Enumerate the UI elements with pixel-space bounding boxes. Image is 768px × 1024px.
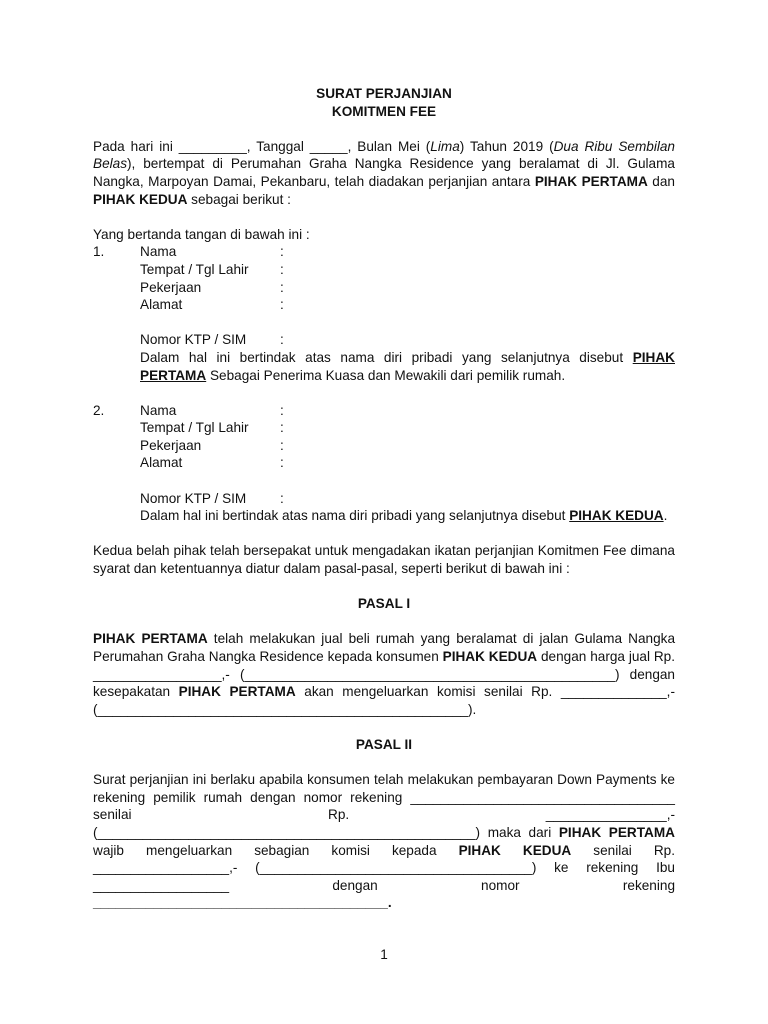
party-2 xyxy=(93,402,675,525)
party-1-field-address: Alamat : xyxy=(140,297,284,313)
agreement-paragraph: Kedua belah pihak telah bersepakat untuk mengadakan ikatan perjanjian Komitmen Fee dimana syarat dan ketentuannya diatur dalam pasal-pasal, seperti berikut di bawah ini : xyxy=(93,543,675,577)
pasal-1-heading: PASAL I xyxy=(357,596,411,612)
party-1-field-name: 1. Nama : xyxy=(93,244,284,260)
party-2-field-address: Alamat : xyxy=(140,455,284,471)
pasal-1-paragraph: PIHAK PERTAMA telah melakukan jual beli rumah yang beralamat di jalan Gulama Nangka Perumahan Graha Nangka Residence kepada konsumen PIHAK KEDUA dengan harga jual Rp. _________________,- (_________________________________________________) dengan kesepakatan PIHAK PERTAMA akan mengeluarkan komisi senilai Rp. ______________,- (_________________________________________________). xyxy=(93,631,676,717)
party-1-field-birth: Tempat / Tgl Lahir : xyxy=(140,261,284,277)
party-2-description: Dalam hal ini bertindak atas nama diri pribadi yang selanjutnya disebut PIHAK KEDUA. xyxy=(140,508,668,524)
signer-intro: Yang bertanda tangan di bawah ini : xyxy=(93,226,310,242)
page-number: 1 xyxy=(380,947,388,962)
pasal-2-heading: PASAL II xyxy=(355,736,413,752)
party-2-field-job: Pekerjaan : xyxy=(140,437,284,453)
party-1-number: 1. xyxy=(93,244,105,260)
party-2-field-ktp: Nomor KTP / SIM : xyxy=(140,490,284,506)
pasal-2-paragraph: Surat perjanjian ini berlaku apabila konsumen telah melakukan pembayaran Down Payments ke rekening pemilik rumah dengan nomor rekening ___________________________________ senilai Rp. ________________,- (__________________________________________________) maka dari PIHAK PERTAMA wajib mengeluarkan sebagian komisi kepada PIHAK KEDUA senilai Rp. __________________,- (____________________________________) ke rekening Ibu __________________ dengan nomor rekening _______________________________________. xyxy=(93,772,676,911)
party-2-number: 2. xyxy=(93,402,105,418)
party-1-description: Dalam hal ini bertindak atas nama diri pribadi yang selanjutnya disebut PIHAK PERTAMA Sebagai Penerima Kuasa dan Mewakili dari pemilik rumah. xyxy=(140,349,675,383)
title-line-1: SURAT PERJANJIAN xyxy=(316,86,452,101)
document-body xyxy=(93,85,675,912)
party-2-field-birth: Tempat / Tgl Lahir : xyxy=(140,420,284,436)
intro-paragraph: Pada hari ini _________, Tanggal _____, Bulan Mei (Lima) Tahun 2019 (Dua Ribu Sembilan Belas), bertempat di Perumahan Graha Nangka Residence yang beralamat di Jl. Gulama Nangka, Marpoyan Damai, Pekanbaru, telah diadakan perjanjian antara PIHAK PERTAMA dan PIHAK KEDUA sebagai berikut : xyxy=(93,138,675,207)
party-1-field-ktp: Nomor KTP / SIM : xyxy=(140,332,284,348)
title-line-2: KOMITMEN FEE xyxy=(331,103,437,119)
party-1-field-job: Pekerjaan : xyxy=(140,279,284,295)
party-2-field-name: 2. Nama : xyxy=(93,402,284,418)
party-1 xyxy=(93,243,675,384)
